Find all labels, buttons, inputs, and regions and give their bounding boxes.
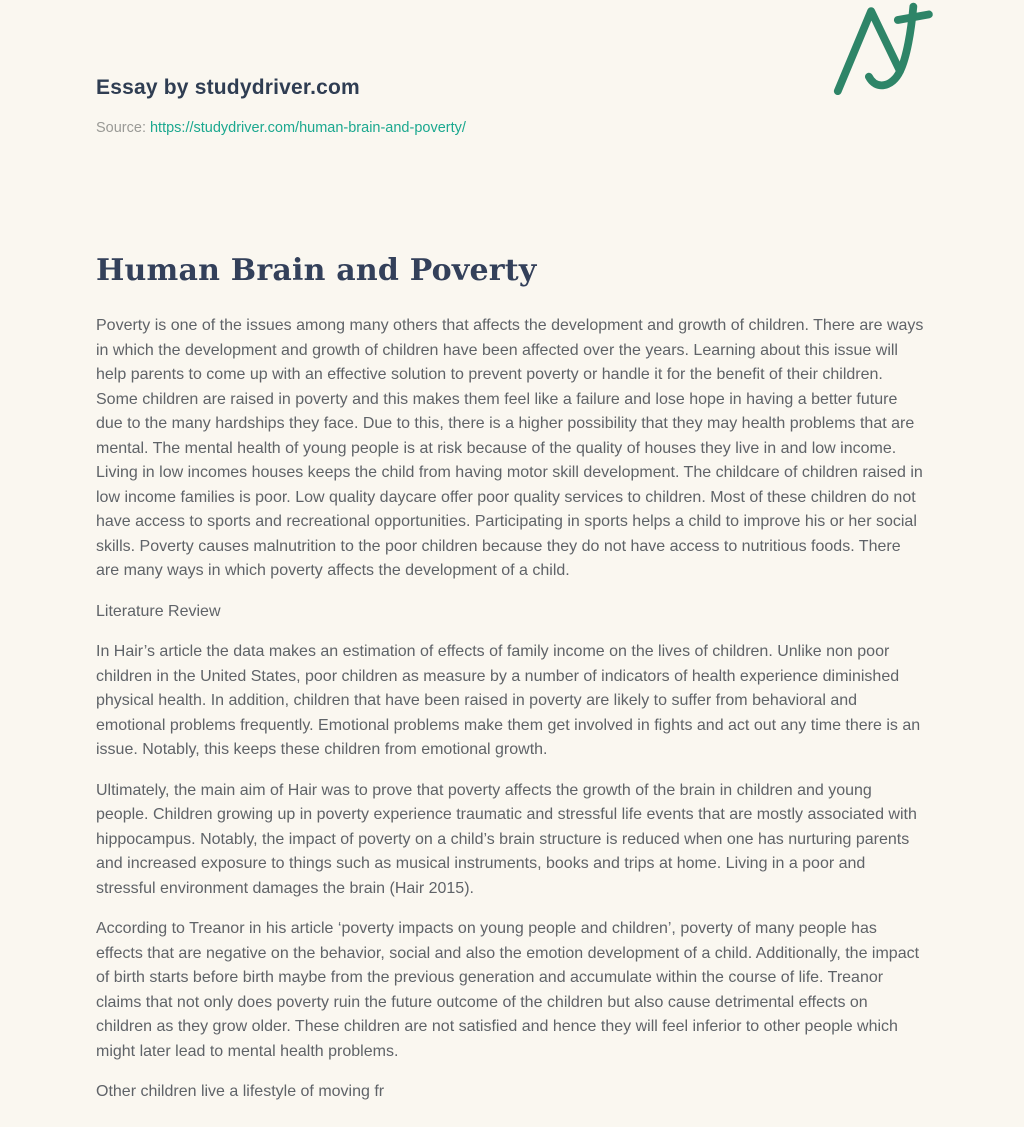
essay-body [96, 253, 928, 1105]
paragraph-intro: Poverty is one of the issues among many others that affects the development and growth of children. There are ways in which the development and growth of children have been affected over the years. Learning about this issue will help parents to come up with an effective solution to prevent poverty or handle it for the benefit of their children. Some children are raised in poverty and this makes them feel like a failure and lose hope in having a better future due to the many hardships they face. Due to this, there is a higher possibility that they may health problems that are mental. The mental health of young people is at risk because of the quality of houses they live in and low income. Living in low incomes houses keeps the child from having motor skill development. The childcare of children raised in low income families is poor. Low quality daycare offer poor quality services to children. Most of these children do not have access to sports and recreational opportunities. Participating in sports helps a child to improve his or her social skills. Poverty causes malnutrition to the poor children because they do not have access to nutritious foods. There are many ways in which poverty affects the development of a child. [96, 317, 924, 579]
paragraph-hair-aim: Ultimately, the main aim of Hair was to prove that poverty affects the growth of the brain in children and young people. Children growing up in poverty experience traumatic and stressful life events that are mostly associated with hippocampus. Notably, the impact of poverty on a child’s brain structure is reduced when one has nurturing parents and increased exposure to things such as musical instruments, books and trips at home. Living in a poor and stressful environment damages the brain (Hair 2015). [96, 781, 917, 897]
section-heading-literature-review: Literature Review [96, 602, 221, 620]
byline: Essay by studydriver.com [96, 76, 360, 99]
paragraph-hair-article: In Hair’s article the data makes an estimation of effects of family income on the lives of children. Unlike non poor children in the United States, poor children as measure by a number of indicators of health experience diminished physical health. In addition, children that have been raised in poverty are likely to suffer from behavioral and emotional problems frequently. Emotional problems make them get involved in fights and act out any time there is an issue. Notably, this keeps these children from emotional growth. [96, 643, 921, 758]
document-header [96, 0, 928, 136]
source-label: Source: [96, 120, 146, 136]
essay-title: Human Brain and Poverty [96, 253, 537, 288]
source-link[interactable]: https://studydriver.com/human-brain-and-poverty/ [149, 120, 466, 136]
studydriver-logo-icon [824, 0, 936, 100]
paragraph-truncated: Other children live a lifestyle of moving fr [96, 1083, 385, 1100]
source-row [96, 120, 928, 136]
paragraph-treanor: According to Treanor in his article ‘poverty impacts on young people and children’, poverty of many people has effects that are negative on the behavior, social and also the emotion development of a child. Additionally, the impact of birth starts before birth maybe from the previous generation and accumulate within the course of life. Treanor claims that not only does poverty ruin the future outcome of the children but also cause detrimental effects on children as they grow older. These children are not satisfied and hence they will feel inferior to other people which might later lead to mental health problems. [96, 920, 920, 1060]
